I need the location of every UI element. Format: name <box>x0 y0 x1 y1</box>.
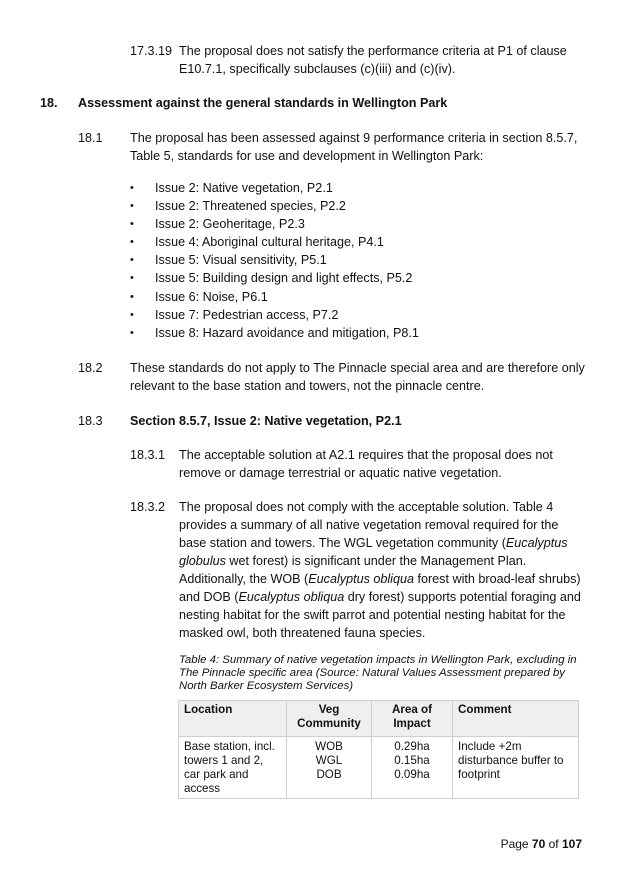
bullet-icon: • <box>130 254 134 267</box>
bullet-icon: • <box>130 200 134 213</box>
total-pages: 107 <box>561 837 582 851</box>
bullet-text: Issue 4: Aboriginal cultural heritage, P4.1 <box>155 235 384 250</box>
para-18-3-2-line4 <box>179 552 526 570</box>
para-18-3-2-line6 <box>179 588 581 606</box>
veg-code: DOB <box>316 768 342 781</box>
bullet-icon: • <box>130 326 134 339</box>
bullet-item <box>130 251 419 269</box>
cell-comment: Include +2m disturbance buffer to footprint <box>453 737 579 799</box>
line6-end-text: dry forest) supports potential foraging and <box>344 590 581 604</box>
table-row <box>179 737 579 799</box>
species-name-italic: Eucalyptus obliqua <box>238 590 345 604</box>
para-18-3-number: 18.3 <box>78 414 103 428</box>
species-name-italic: Eucalyptus <box>505 536 568 550</box>
bullet-text: Issue 2: Threatened species, P2.2 <box>155 199 346 214</box>
bullet-icon: • <box>130 218 134 231</box>
bullet-text: Issue 7: Pedestrian access, P7.2 <box>155 307 339 322</box>
para-18-2-line1: These standards do not apply to The Pinnacle special area and are therefore only <box>130 361 585 375</box>
issue-bullet-list <box>130 179 419 342</box>
bullet-item <box>130 269 419 287</box>
bullet-item <box>130 215 419 233</box>
veg-code: WGL <box>315 754 343 767</box>
bullet-text: Issue 5: Visual sensitivity, P5.1 <box>155 253 327 268</box>
para-18-3-2-line5 <box>179 570 581 588</box>
para-18-1-number: 18.1 <box>78 131 103 145</box>
line6-text: and DOB ( <box>179 590 239 604</box>
page-of: of <box>545 837 562 851</box>
para-18-3-heading: Section 8.5.7, Issue 2: Native vegetation, P2.1 <box>130 414 402 428</box>
bullet-item <box>130 324 419 342</box>
column-header-comment: Comment <box>453 701 579 737</box>
column-header-veg-community: Veg Community <box>287 701 372 737</box>
para-18-3-2-line1: The proposal does not comply with the acceptable solution. Table 4 <box>179 500 554 514</box>
bullet-text: Issue 5: Building design and light effects, P5.2 <box>155 271 413 286</box>
cell-veg-community <box>287 737 372 799</box>
para-17-3-19-line1: The proposal does not satisfy the performance criteria at P1 of clause <box>179 44 567 58</box>
bullet-text: Issue 8: Hazard avoidance and mitigation, P8.1 <box>155 325 419 340</box>
section-18-number: 18. <box>40 96 58 110</box>
bullet-icon: • <box>130 308 134 321</box>
area-value: 0.29ha <box>394 740 430 753</box>
species-name-italic: globulus <box>179 554 226 568</box>
bullet-icon: • <box>130 290 134 303</box>
para-18-3-2-line7: nesting habitat for the swift parrot and potential nesting habitat for the <box>179 608 566 622</box>
bullet-text: Issue 6: Noise, P6.1 <box>155 289 268 304</box>
para-18-2-number: 18.2 <box>78 361 103 375</box>
bullet-item <box>130 197 419 215</box>
para-18-3-1-line2: remove or damage terrestrial or aquatic native vegetation. <box>179 466 502 480</box>
para-18-3-2-line3 <box>179 534 568 552</box>
veg-code: WOB <box>315 740 343 753</box>
section-18-heading: Assessment against the general standards in Wellington Park <box>78 96 448 110</box>
column-header-area-of-impact: Area of Impact <box>372 701 453 737</box>
line4-text: wet forest) is significant under the Management Plan. <box>225 554 527 568</box>
para-18-3-1-number: 18.3.1 <box>130 448 166 462</box>
area-value: 0.15ha <box>394 754 430 767</box>
page-prefix: Page <box>500 837 532 851</box>
line3-text: base station and towers. The WGL vegetation community ( <box>179 536 506 550</box>
para-17-3-19-number: 17.3.19 <box>130 44 173 58</box>
bullet-item <box>130 306 419 324</box>
para-18-3-2-number: 18.3.2 <box>130 500 166 514</box>
species-name-italic: Eucalyptus obliqua <box>308 572 414 586</box>
bullet-item <box>130 233 419 251</box>
para-18-3-2-line2: provides a summary of all native vegetation removal required for the <box>179 518 559 532</box>
bullet-text: Issue 2: Geoheritage, P2.3 <box>155 217 305 232</box>
para-18-2-line2: relevant to the base station and towers, not the pinnacle centre. <box>130 379 485 393</box>
table-4-caption: Table 4: Summary of native vegetation impacts in Wellington Park, excluding in The Pinnacle specific area (Source: Natural Values Assessment prepared by North Barker Ecosystem Services) <box>179 654 577 693</box>
table-header-row <box>179 701 579 737</box>
bullet-item <box>130 179 419 197</box>
para-18-3-1-line1: The acceptable solution at A2.1 requires that the proposal does not <box>179 448 553 462</box>
bullet-icon: • <box>130 182 134 194</box>
line5-text: Additionally, the WOB ( <box>179 572 309 586</box>
page-number-footer <box>501 835 582 853</box>
cell-area-of-impact <box>372 737 453 799</box>
column-header-location: Location <box>179 701 287 737</box>
para-18-1-line1: The proposal has been assessed against 9 performance criteria in section 8.5.7, <box>130 131 578 145</box>
cell-location: Base station, incl. towers 1 and 2, car park and access <box>179 737 287 799</box>
para-18-1-line2: Table 5, standards for use and development in Wellington Park: <box>130 149 484 163</box>
bullet-icon: • <box>130 236 134 249</box>
vegetation-impact-table <box>178 700 579 799</box>
bullet-text: Issue 2: Native vegetation, P2.1 <box>155 181 333 195</box>
line5-end-text: forest with broad-leaf shrubs) <box>413 572 581 586</box>
para-18-3-2-line8: masked owl, both threatened fauna species. <box>179 626 426 640</box>
bullet-icon: • <box>130 272 134 285</box>
current-page: 70 <box>531 837 546 851</box>
area-value: 0.09ha <box>394 768 430 781</box>
para-17-3-19-line2: E10.7.1, specifically subclauses (c)(iii) and (c)(iv). <box>179 62 456 76</box>
bullet-item <box>130 288 419 306</box>
